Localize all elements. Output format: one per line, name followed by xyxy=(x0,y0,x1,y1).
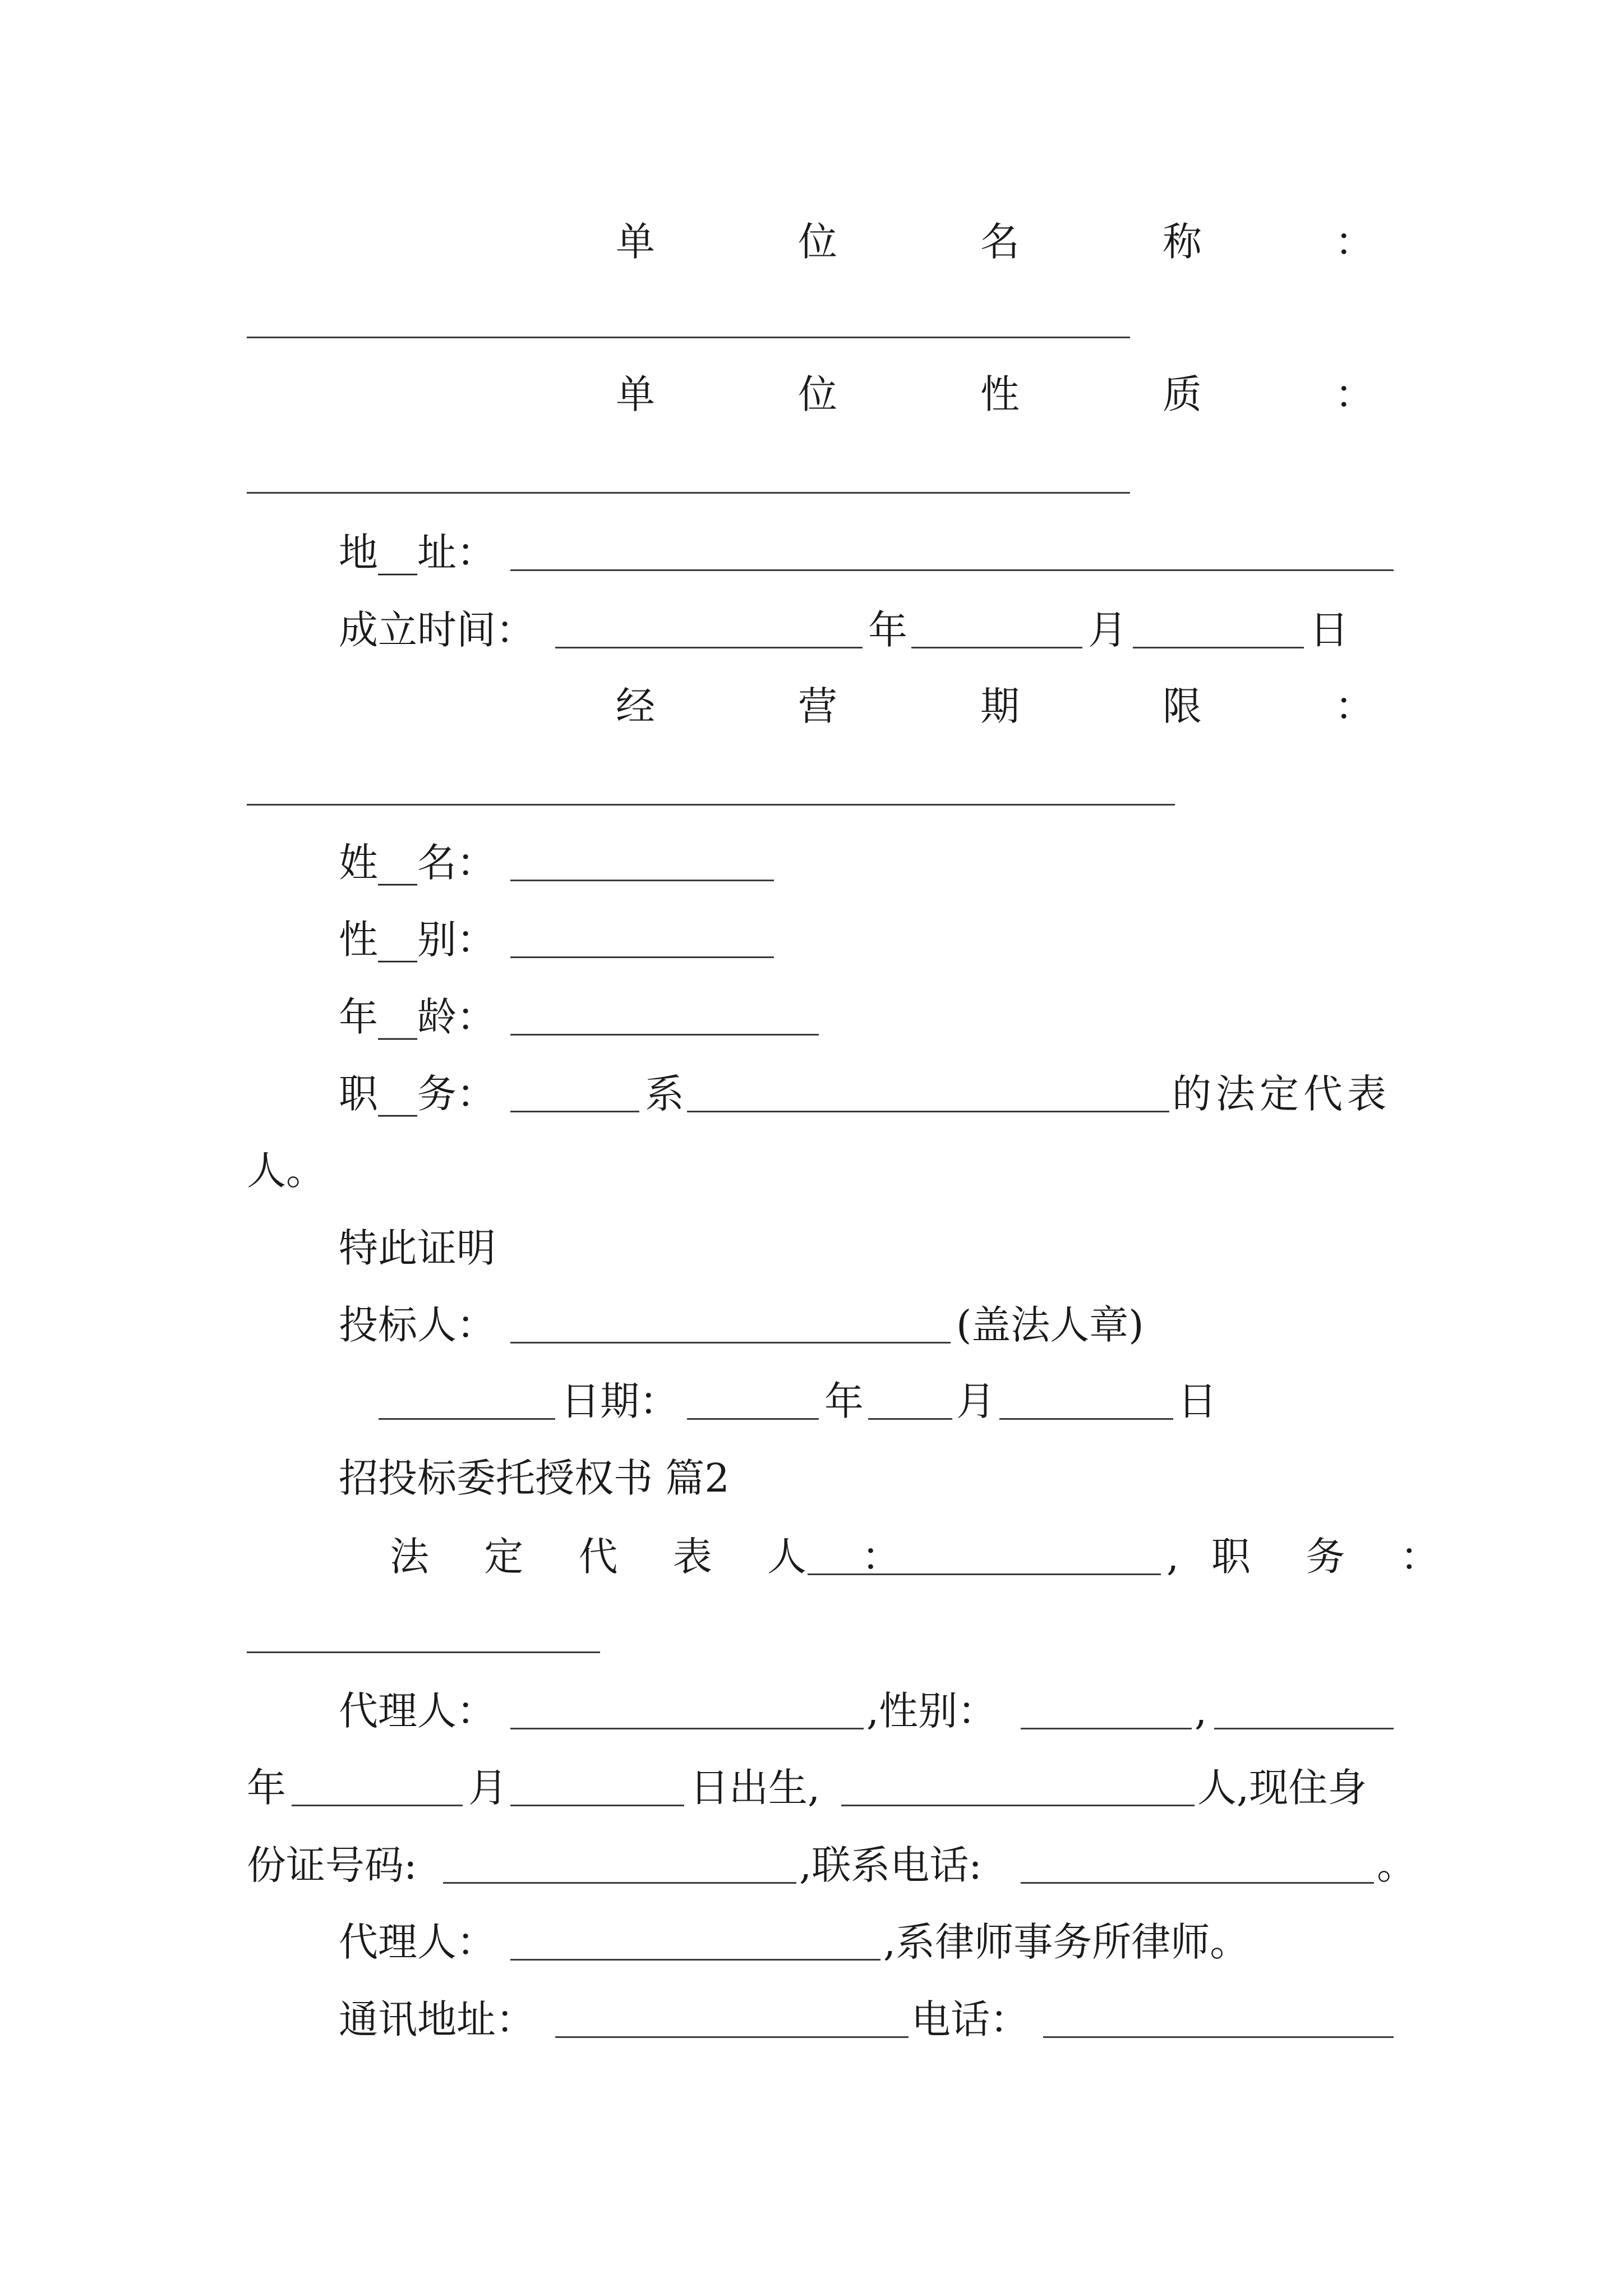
hereby-certify: 特此证明 xyxy=(339,1225,496,1271)
legal-rep-label: 法 定 代 表 人 ： xyxy=(390,1534,923,1580)
unit-nature-char: 质 xyxy=(1163,371,1202,417)
business-term-char: 限 xyxy=(1163,683,1202,729)
birth-month-blank[interactable] xyxy=(292,1805,463,1806)
id-number-label: 份证号码: xyxy=(247,1842,417,1888)
age-label: 年__龄： xyxy=(339,994,496,1040)
legal-rep-sep: , xyxy=(1166,1534,1179,1580)
agent2-name-blank[interactable] xyxy=(510,1959,880,1961)
business-term-char: 期 xyxy=(980,683,1020,729)
born-label: 日出生, xyxy=(690,1765,820,1811)
agent-gender-label: ,性别： xyxy=(866,1688,997,1734)
unit-nature-char: 性 xyxy=(980,371,1020,417)
date-year-blank[interactable] xyxy=(687,1418,819,1420)
date-year-label: 年 xyxy=(824,1378,864,1424)
agent-name-blank[interactable] xyxy=(510,1728,864,1729)
date-day-blank[interactable] xyxy=(999,1418,1173,1420)
name-label: 姓__名： xyxy=(339,840,496,886)
address-blank[interactable] xyxy=(510,569,1394,571)
age-blank[interactable] xyxy=(510,1034,819,1036)
residence-label: 人,现住身 xyxy=(1197,1765,1367,1811)
legal-rep-suffix: 的法定代表 xyxy=(1172,1071,1391,1117)
contact-address-blank[interactable] xyxy=(555,2036,909,2038)
contact-phone-blank[interactable] xyxy=(1043,2036,1394,2038)
section-heading: 招投标委托授权书 篇2 xyxy=(339,1455,730,1501)
sentence-end: 。 xyxy=(1377,1842,1416,1888)
unit-nature-blank[interactable] xyxy=(247,492,1130,494)
unit-name-colon: ： xyxy=(1335,219,1374,265)
bidder-label: 投标人： xyxy=(339,1302,496,1348)
agent-phone-label: ,联系电话: xyxy=(799,1842,982,1888)
legal-rep-continuation: 人。 xyxy=(247,1148,325,1194)
agent-phone-blank[interactable] xyxy=(1021,1882,1374,1884)
founding-month-blank[interactable] xyxy=(911,647,1082,648)
business-term-char: 营 xyxy=(798,683,837,729)
business-term-blank[interactable] xyxy=(247,804,1175,806)
pre-date-blank[interactable] xyxy=(379,1418,555,1420)
contact-phone-label: 电话： xyxy=(911,1996,1029,2042)
birth-month-label: 月 xyxy=(468,1765,508,1811)
unit-name-char: 位 xyxy=(798,219,837,265)
company-blank[interactable] xyxy=(687,1111,1169,1112)
agent-label: 代理人： xyxy=(339,1688,496,1734)
seal-note: (盖法人章) xyxy=(956,1302,1144,1348)
unit-nature-char: 单 xyxy=(616,371,655,417)
legal-rep-blank[interactable] xyxy=(808,1573,1161,1575)
business-term-char: 经 xyxy=(616,683,655,729)
unit-nature-char: 位 xyxy=(798,371,837,417)
id-number-blank[interactable] xyxy=(443,1882,796,1884)
unit-name-blank[interactable] xyxy=(247,337,1130,338)
unit-name-char: 单 xyxy=(616,219,655,265)
position-label: 职__务： xyxy=(339,1071,496,1117)
agent-gender-blank[interactable] xyxy=(1021,1728,1192,1729)
agent2-suffix: ,系律师事务所律师。 xyxy=(883,1919,1249,1965)
unit-name-char: 名 xyxy=(980,219,1020,265)
founding-year-label: 年 xyxy=(868,607,907,653)
founding-month-label: 月 xyxy=(1088,607,1127,653)
gender-label: 性__别： xyxy=(339,917,496,963)
founding-time-label: 成立时间： xyxy=(339,607,535,653)
date-month-blank[interactable] xyxy=(868,1418,952,1420)
founding-day-blank[interactable] xyxy=(1133,647,1304,648)
birth-year-label: 年 xyxy=(247,1765,286,1811)
agent-sep: , xyxy=(1195,1688,1207,1734)
business-term-colon: ： xyxy=(1335,683,1374,729)
name-blank[interactable] xyxy=(510,880,774,881)
birth-day-blank[interactable] xyxy=(510,1805,684,1806)
address-label: 地__址： xyxy=(339,530,496,576)
position-blank[interactable] xyxy=(510,1111,639,1112)
date-month-label: 月 xyxy=(956,1378,995,1424)
gender-blank[interactable] xyxy=(510,956,774,958)
native-place-blank[interactable] xyxy=(841,1805,1195,1806)
unit-name-char: 称 xyxy=(1163,219,1202,265)
legal-rep-position-blank[interactable] xyxy=(247,1651,600,1653)
founding-year-blank[interactable] xyxy=(555,647,863,648)
agent2-label: 代理人： xyxy=(339,1919,496,1965)
legal-rep-position-label: 职 务 ： xyxy=(1211,1534,1461,1580)
founding-day-label: 日 xyxy=(1310,607,1349,653)
contact-address-label: 通讯地址： xyxy=(339,1996,535,2042)
date-label: 日期： xyxy=(561,1378,679,1424)
position-connector: 系 xyxy=(645,1071,684,1117)
agent-birth-year-blank[interactable] xyxy=(1214,1728,1394,1729)
date-day-label: 日 xyxy=(1178,1378,1217,1424)
bidder-blank[interactable] xyxy=(510,1342,951,1343)
unit-nature-colon: ： xyxy=(1335,371,1374,417)
